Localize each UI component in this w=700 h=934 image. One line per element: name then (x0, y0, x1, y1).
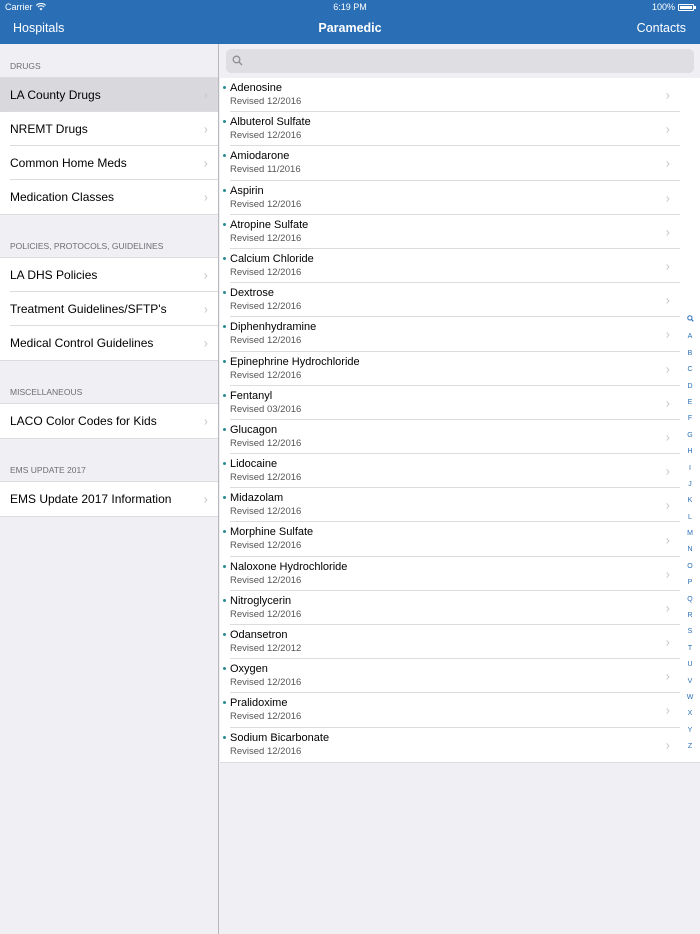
sidebar-item-medical-control-guidelines[interactable] (0, 326, 218, 360)
drug-revised-date: Revised 12/2016 (230, 540, 302, 552)
drug-revised-date: Revised 12/2016 (230, 369, 302, 381)
drug-revised-date: Revised 03/2016 (230, 403, 302, 415)
drug-revised-date: Revised 12/2012 (230, 643, 302, 654)
index-letter[interactable]: X (687, 710, 693, 718)
index-letter[interactable]: Q (687, 595, 693, 603)
drug-revised-date: Revised 12/2016 (230, 96, 302, 107)
sidebar-item-label: Medical Control Guidelines (10, 336, 154, 350)
search-input[interactable] (226, 49, 694, 73)
contacts-button[interactable]: Contacts (636, 21, 686, 35)
section-index (680, 313, 700, 756)
index-letter[interactable]: H (687, 448, 693, 456)
chevron-right-icon: › (665, 361, 670, 377)
drug-row[interactable] (220, 249, 700, 283)
sidebar-item-label: EMS Update 2017 Information (10, 492, 172, 506)
drug-name: Atropine Sulfate (230, 218, 309, 231)
index-letter[interactable]: M (687, 530, 693, 538)
bullet-dot (223, 530, 226, 533)
carrier-label: Carrier (5, 2, 33, 12)
sidebar-item-medication-classes[interactable] (0, 180, 218, 214)
chevron-right-icon: › (665, 326, 670, 342)
sidebar-item-ems-update-2017[interactable] (0, 482, 218, 516)
index-letter[interactable]: P (687, 579, 693, 587)
sidebar-group-drugs (0, 77, 218, 215)
chevron-right-icon: › (665, 87, 670, 103)
bullet-dot (223, 120, 226, 123)
drug-row[interactable] (220, 522, 700, 556)
drug-revised-date: Revised 12/2016 (230, 711, 302, 723)
bullet-dot (223, 428, 226, 431)
index-letter[interactable]: A (687, 333, 693, 341)
drug-name: Albuterol Sulfate (230, 116, 311, 129)
bullet-dot (223, 462, 226, 465)
bullet-dot (223, 291, 226, 294)
drug-row[interactable] (220, 78, 700, 112)
drug-name: Pralidoxime (230, 697, 288, 710)
drug-revised-date: Revised 12/2016 (230, 301, 302, 313)
drug-name: Calcium Chloride (230, 252, 314, 265)
sidebar-item-laco-color-codes[interactable] (0, 404, 218, 438)
section-header-ems-update: EMS UPDATE 2017 (10, 465, 86, 475)
index-letter[interactable]: D (687, 382, 693, 390)
bullet-dot (223, 599, 226, 602)
index-letter[interactable]: L (688, 513, 692, 521)
bullet-dot (223, 394, 226, 397)
bullet-dot (223, 667, 226, 670)
index-letter[interactable]: G (687, 431, 693, 439)
section-header-policies: POLICIES, PROTOCOLS, GUIDELINES (10, 241, 164, 251)
bullet-dot (223, 86, 226, 89)
drug-name: Odansetron (230, 629, 288, 641)
index-letter[interactable]: S (687, 628, 693, 636)
sidebar-item-label: Treatment Guidelines/SFTP's (10, 302, 167, 316)
chevron-right-icon: › (203, 87, 208, 103)
search-bar (220, 44, 700, 78)
drug-name: Nitroglycerin (230, 594, 292, 607)
status-bar (0, 0, 700, 14)
drug-revised-date: Revised 12/2016 (230, 677, 302, 689)
bullet-dot (223, 496, 226, 499)
drug-name: Diphenhydramine (230, 321, 317, 334)
chevron-right-icon: › (665, 702, 670, 718)
drug-row[interactable] (220, 488, 700, 522)
drug-revised-date: Revised 12/2016 (230, 130, 302, 142)
drug-name: Lidocaine (230, 458, 278, 471)
drug-revised-date: Revised 11/2016 (230, 164, 301, 176)
sidebar-item-label: LA DHS Policies (10, 268, 98, 282)
drug-name: Adenosine (230, 82, 282, 94)
page-title: Paramedic (318, 21, 382, 35)
drug-name: Aspirin (230, 184, 264, 197)
chevron-right-icon: › (665, 429, 670, 445)
drug-row[interactable] (220, 454, 700, 488)
bullet-dot (223, 325, 226, 328)
index-letter[interactable]: C (687, 366, 693, 374)
chevron-right-icon: › (665, 190, 670, 206)
index-letter[interactable]: T (687, 644, 693, 652)
drug-row[interactable] (220, 728, 700, 762)
drug-row[interactable] (220, 386, 700, 420)
chevron-right-icon: › (203, 155, 208, 171)
drug-name: Epinephrine Hydrochloride (230, 355, 360, 368)
chevron-right-icon: › (665, 463, 670, 479)
hospitals-button[interactable]: Hospitals (13, 21, 65, 35)
bullet-dot (223, 736, 226, 739)
drug-row[interactable] (220, 181, 700, 215)
index-letter[interactable]: J (688, 480, 692, 488)
chevron-right-icon: › (203, 267, 208, 283)
drug-name: Sodium Bicarbonate (230, 731, 330, 744)
sidebar-item-nremt-drugs[interactable] (0, 112, 218, 146)
sidebar-item-label: Medication Classes (10, 190, 115, 204)
sidebar-item-label: LACO Color Codes for Kids (10, 414, 157, 428)
drug-row[interactable] (220, 283, 700, 317)
bullet-dot (223, 223, 226, 226)
chevron-right-icon: › (665, 634, 670, 650)
drug-name: Amiodarone (230, 150, 290, 163)
bullet-dot (223, 257, 226, 260)
chevron-right-icon: › (665, 737, 670, 753)
drug-row[interactable] (220, 693, 700, 727)
index-letter[interactable]: Y (687, 726, 693, 734)
drug-row[interactable] (220, 625, 700, 659)
sidebar-item-label: Common Home Meds (10, 156, 127, 170)
sidebar-item-la-county-drugs[interactable] (0, 78, 218, 112)
battery-percent: 100% (651, 2, 675, 12)
chevron-right-icon: › (665, 258, 670, 274)
section-header-drugs: DRUGS (10, 61, 41, 71)
index-letter[interactable]: O (687, 562, 693, 570)
drug-row[interactable] (220, 420, 700, 454)
bullet-dot (223, 189, 226, 192)
index-letter[interactable]: B (687, 349, 693, 357)
drug-name: Glucagon (230, 423, 278, 436)
index-letter[interactable]: I (689, 464, 691, 472)
drug-revised-date: Revised 12/2016 (230, 266, 302, 278)
index-letter[interactable]: N (687, 546, 693, 554)
drug-list-panel (220, 44, 700, 934)
sidebar (0, 44, 219, 934)
sidebar-group-miscellaneous (0, 403, 218, 439)
drug-name: Oxygen (230, 663, 268, 676)
sidebar-group-ems-update (0, 481, 218, 517)
index-letter[interactable]: F (687, 415, 693, 423)
drug-row[interactable] (220, 146, 700, 180)
chevron-right-icon: › (665, 497, 670, 513)
sidebar-item-treatment-guidelines[interactable] (0, 292, 218, 326)
drug-revised-date: Revised 12/2016 (230, 745, 302, 757)
chevron-right-icon: › (203, 121, 208, 137)
bullet-dot (223, 565, 226, 568)
drug-revised-date: Revised 12/2016 (230, 574, 302, 586)
index-letter[interactable]: W (686, 693, 694, 701)
search-icon (232, 55, 243, 66)
battery-icon (678, 4, 694, 11)
chevron-right-icon: › (203, 491, 208, 507)
battery-status (652, 2, 694, 12)
bullet-dot (223, 701, 226, 704)
drug-name: Fentanyl (230, 389, 273, 402)
drug-revised-date: Revised 12/2016 (230, 506, 302, 518)
bullet-dot (223, 360, 226, 363)
drug-row[interactable] (220, 352, 700, 386)
drug-name: Morphine Sulfate (230, 526, 314, 539)
chevron-right-icon: › (665, 600, 670, 616)
drug-name: Dextrose (230, 287, 275, 300)
section-header-miscellaneous: MISCELLANEOUS (10, 387, 83, 397)
chevron-right-icon: › (665, 668, 670, 684)
bullet-dot (223, 633, 226, 636)
sidebar-item-label: LA County Drugs (10, 88, 101, 102)
chevron-right-icon: › (203, 189, 208, 205)
sidebar-item-label: NREMT Drugs (10, 122, 88, 136)
status-time: 6:19 PM (333, 2, 367, 12)
index-letter[interactable]: U (687, 661, 693, 669)
chevron-right-icon: › (665, 224, 670, 240)
drug-revised-date: Revised 12/2016 (230, 198, 302, 210)
drug-name: Naloxone Hydrochloride (230, 560, 348, 573)
index-letter[interactable]: E (687, 398, 693, 406)
chevron-right-icon: › (203, 335, 208, 351)
drug-row[interactable] (220, 112, 700, 146)
drug-row[interactable] (220, 557, 700, 591)
chevron-right-icon: › (665, 566, 670, 582)
sidebar-item-common-home-meds[interactable] (0, 146, 218, 180)
drug-revised-date: Revised 12/2016 (230, 437, 302, 449)
drug-row[interactable] (220, 591, 700, 625)
chevron-right-icon: › (665, 292, 670, 308)
bullet-dot (223, 154, 226, 157)
drug-name: Midazolam (230, 492, 284, 505)
chevron-right-icon: › (665, 532, 670, 548)
navigation-bar (0, 0, 700, 44)
index-letter[interactable]: Z (687, 743, 693, 751)
chevron-right-icon: › (203, 301, 208, 317)
index-letter[interactable]: K (687, 497, 693, 505)
drug-row[interactable] (220, 659, 700, 693)
drug-revised-date: Revised 12/2016 (230, 335, 302, 347)
sidebar-item-la-dhs-policies[interactable] (0, 258, 218, 292)
drug-row[interactable] (220, 317, 700, 351)
index-letter[interactable]: V (687, 677, 693, 685)
index-search-icon[interactable] (687, 313, 694, 329)
drug-list (220, 78, 700, 763)
chevron-right-icon: › (665, 121, 670, 137)
drug-revised-date: Revised 12/2016 (230, 608, 302, 620)
chevron-right-icon: › (203, 413, 208, 429)
chevron-right-icon: › (665, 395, 670, 411)
sidebar-group-policies (0, 257, 218, 361)
index-letter[interactable]: R (687, 612, 693, 620)
drug-row[interactable] (220, 215, 700, 249)
drug-revised-date: Revised 12/2016 (230, 232, 302, 244)
chevron-right-icon: › (665, 155, 670, 171)
drug-revised-date: Revised 12/2016 (230, 472, 302, 484)
